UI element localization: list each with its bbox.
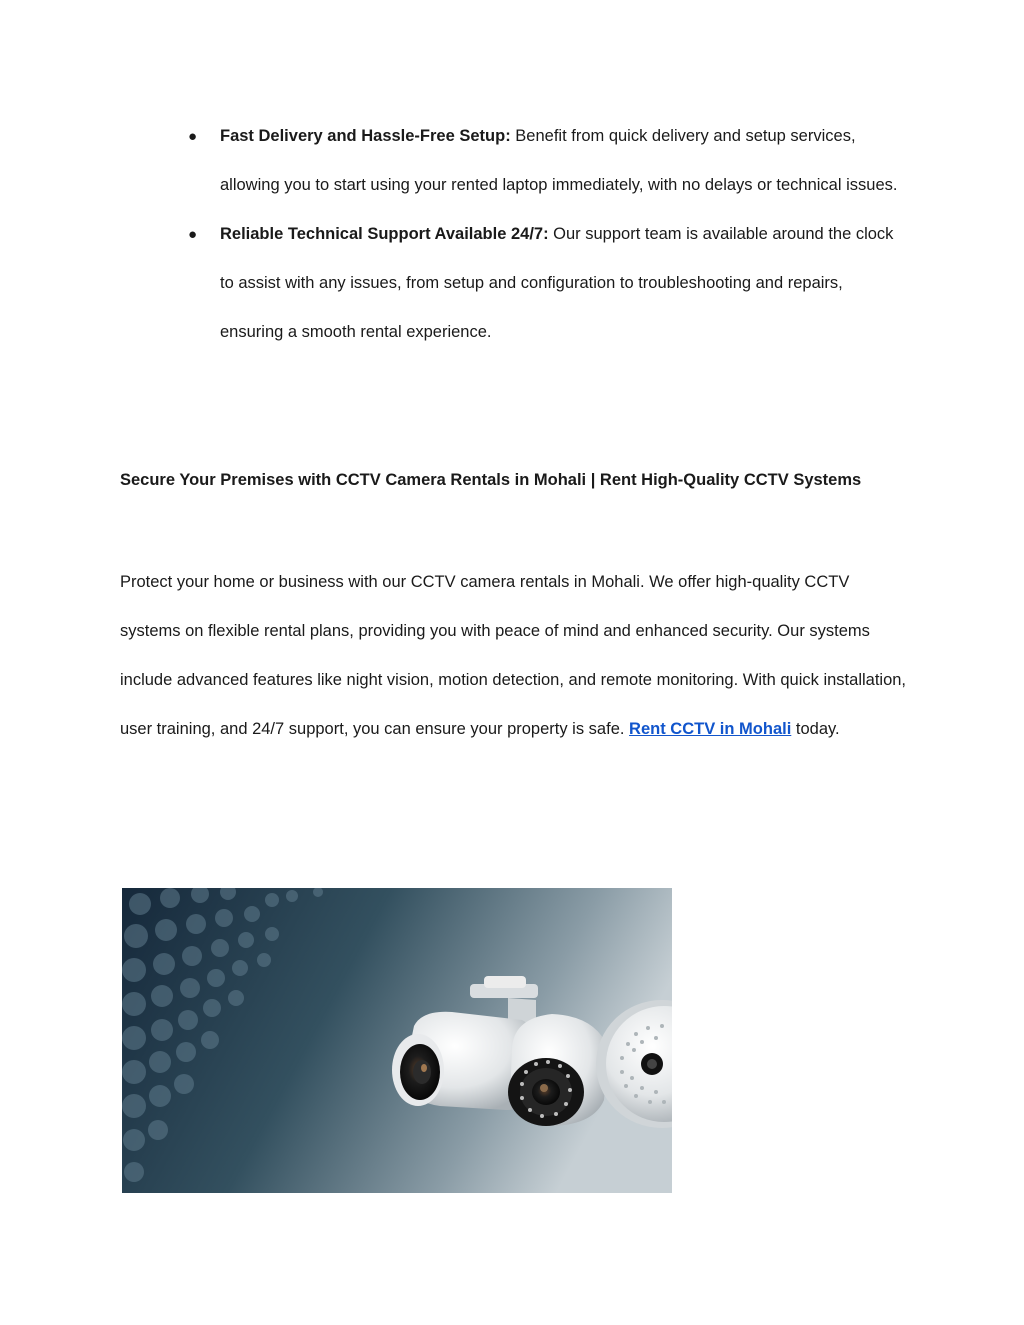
bullet-icon: ● <box>188 226 198 243</box>
paragraph-text: Protect your home or business with our CCTV camera rentals in Mohali. We offer high-quality CCTV systems on flexible rental plans, providing you with peace of mind and enhanced security. Our systems include advanced features like night vision, motion detection, and remote monitoring. With quick installation, user training, and 24/7 support, you can ensure your property is safe. <box>120 573 907 738</box>
bullet-item-technical-support <box>188 210 908 357</box>
rent-cctv-link[interactable]: Rent CCTV in Mohali <box>629 720 792 738</box>
bullet-item-fast-delivery <box>188 112 908 210</box>
dome-camera <box>508 1014 608 1126</box>
section-heading: Secure Your Premises with CCTV Camera Rentals in Mohali | Rent High-Quality CCTV Systems <box>120 471 862 489</box>
paragraph-text-end: today. <box>791 720 840 738</box>
bullet-title: Fast Delivery and Hassle-Free Setup: <box>220 127 511 145</box>
cctv-cameras-photo <box>122 888 672 1193</box>
bullet-text: Benefit from quick delivery and setup services, allowing you to start using your rented laptop immediately, with no delays or technical issues. <box>220 127 898 194</box>
bullet-title: Reliable Technical Support Available 24/7: <box>220 225 549 243</box>
bullet-icon: ● <box>188 128 198 145</box>
bullet-text: Our support team is available around the clock to assist with any issues, from setup and configuration to troubleshooting and repairs, ensuring a smooth rental experience. <box>220 225 894 341</box>
body-paragraph <box>120 558 910 754</box>
feature-bullet-list <box>188 112 908 357</box>
